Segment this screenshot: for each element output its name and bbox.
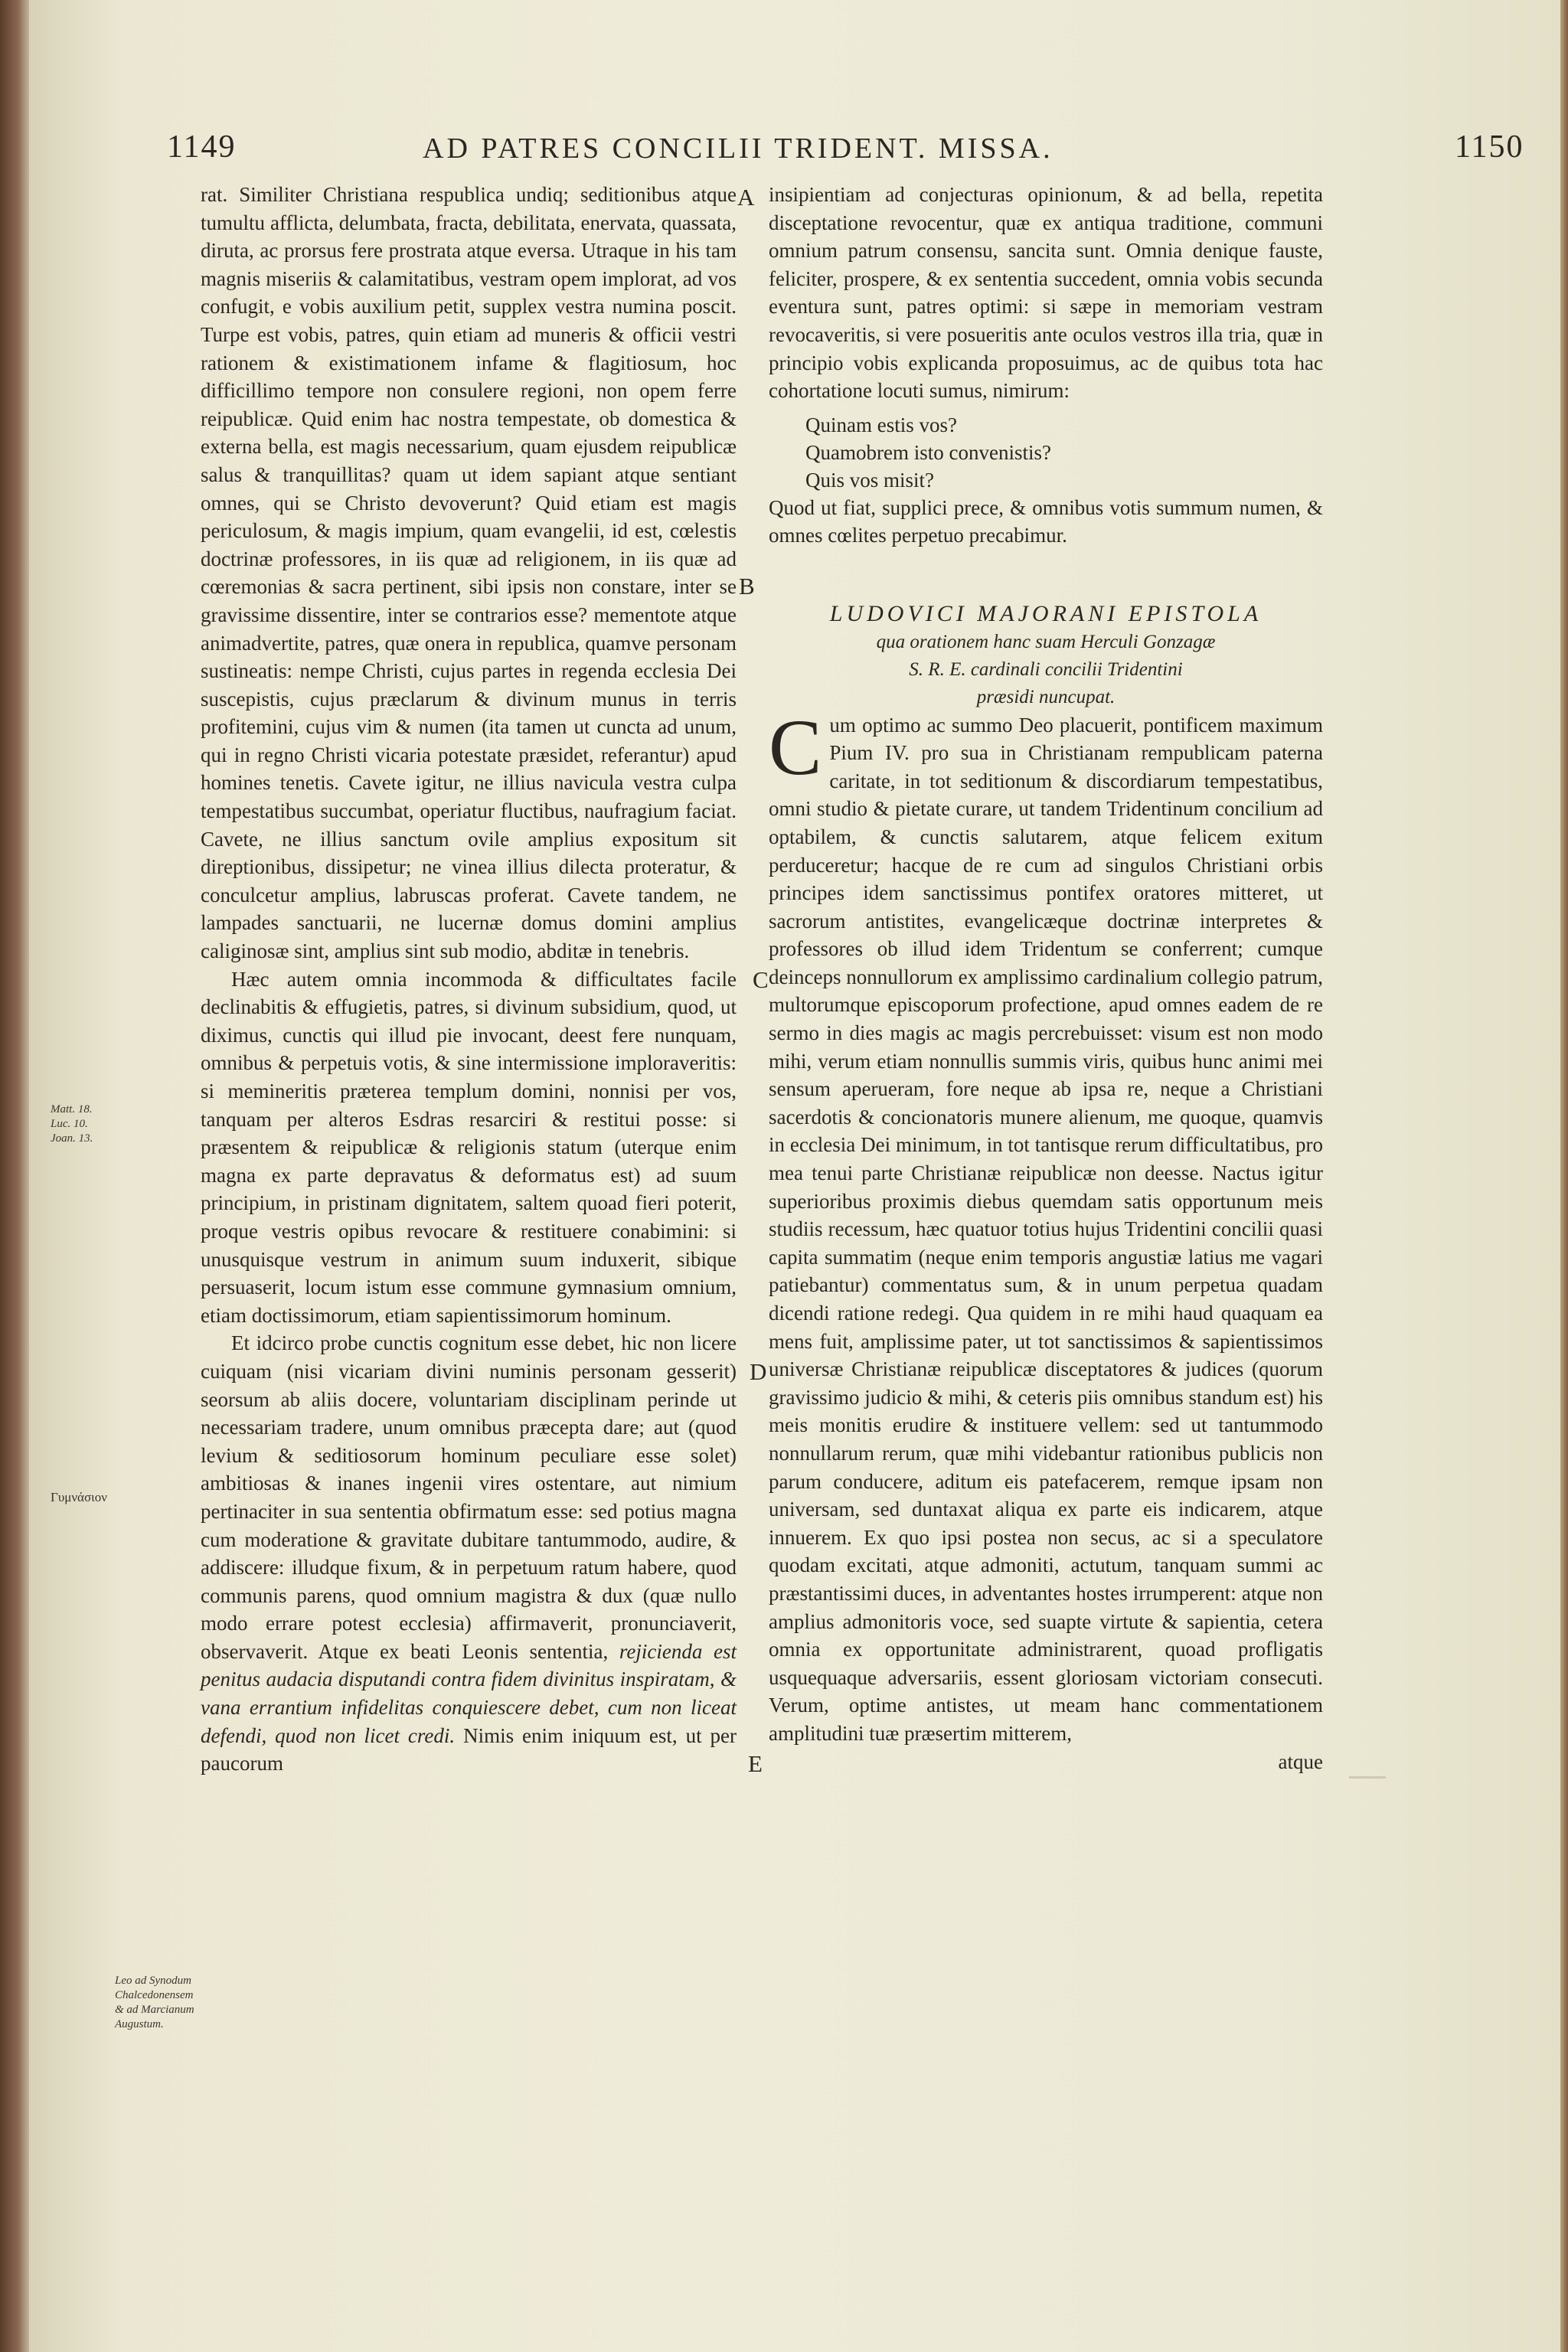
page-number-left: 1149	[167, 129, 237, 165]
page-fore-edge	[1560, 0, 1568, 2352]
closing-prayer: Quod ut fiat, supplici prece, & omnibus votis summum numen, & omnes cœlites perpetuo precabimur.	[769, 495, 1323, 547]
left-paragraph-2: Hæc autem omnia incommoda & difficultates facile declinabitis & effugietis, patres, si divinum subsidium, quod, ut diximus, cunctis qui illud pie invocant, deest fere nunquam, omnibus & perpetuis votis, & sine intermissione imploraveritis: si memineritis præterea templum domini, nonnisi per vos, tanquam per alteros Esdras resarciri & restitui posse: si præsentem & reipublicæ & religionis statum (uterque enim magna ex parte depravatus & deformatus est) ad suum principium, in pristinam dignitatem, saltem quoad fieri poterit, proque vestris opibus revocare & restituere conabimini: si unusquisque vestrum in animum suum induxerit, sibique persuaserit, locum istum esse commune gymnasium omnium, etiam doctissimorum, etiam sapientissimorum hominum.	[201, 967, 737, 1327]
question-item: Quamobrem isto convenistis?	[805, 440, 1051, 464]
left-paragraph-1: rat. Similiter Christiana respublica undiq; seditionibus atque tumultu afflicta, delumbata, fracta, debilitata, enervata, quassata, diruta, ac prorsus fere prostrata atque eversa. Utraque in his tam magnis miseriis & calamitatibus, vestram opem implorat, ad vos confugit, e vobis auxilium petit, supplex vestra numina poscit. Turpe est vobis, patres, quin etiam ad muneris & officii vestri rationem & existimationem infame & flagitiosum, hoc difficillimo tempore non consulere regioni, non opem ferre reipublicæ. Quid enim hac nostra tempestate, ob domestica & externa bella, est magis necessarium, quam ejusdem reipublicæ salus & tranquillitas? quam ut idem sapiant atque sentiant omnes, qui se Christo devoverunt? Quid etiam est magis periculosum, & magis impium, quam evangelii, id est, cœlestis doctrinæ professores, in iis quæ ad religionem, in iis quæ ad cœremonias & sacra pertinent, sibi ipsis non constare, inter se gravissime dissentire, inter se contrarios esse? mementote atque animadvertite, patres, quæ onera in republica, quamve personam sustineatis: nempe Christi, cujus partes in regenda ecclesia Dei suscepistis, cujus præclarum & divinum munus in terris profitemini, cujus vim & numen (ita tamen ut cuncta ad unum, qui in regno Christi vicaria potestate præsidet, referantur) apud homines tenetis. Cavete igitur, ne illius navicula vestra culpa tempestatibus succumbat, operiatur fluctibus, naufragium faciat. Cavete, ne illius sanctum ovile amplius expositum sit direptionibus, dissipetur; ne vinea illius dilecta proteratur, & conculcetur amplius, labruscas proferat. Cavete tandem, ne lampades sanctuarii, ne lucernæ domus domini amplius caliginosæ sint, amplius sint sub modio, abditæ in tenebris.	[201, 183, 737, 963]
paper-mark	[1349, 1776, 1386, 1779]
epistle-subtitle-line: præsidi nuncupat.	[976, 686, 1116, 707]
section-letter-b: B	[739, 573, 755, 599]
margin-note-leo: Leo ad Synodum Chalcedonensem & ad Marcianum Augustum.	[115, 1975, 194, 2030]
catchword: atque	[1278, 1749, 1323, 1773]
epistle-body	[769, 703, 1323, 1748]
running-title: AD PATRES CONCILII TRIDENT. MISSA.	[423, 132, 1054, 165]
epistle-title: LUDOVICI MAJORANI EPISTOLA	[829, 600, 1263, 626]
section-letter-d: D	[750, 1358, 767, 1385]
left-paragraph-3-ending: Nimis enim iniquum est, ut per paucorum	[201, 1723, 737, 1775]
left-paragraph-3-text: Et idcirco probe cunctis cognitum esse debet, hic non licere cuiquam (nisi vicariam divini numinis personam gesserit) seorsum ab aliis docere, voluntariam disciplinam perinde ut necessariam tradere, unum omnibus præcepta dare; aut (quod levium & seditiosorum hominum peculiare esse solet) ambitiosas & inanes ingenii vires ostentare, aut nimium pertinaciter in sua sententia obfirmatum esse: sed potius magna cum moderatione & gravitate dubitare tantummodo, audire, & addiscere: illudque fixum, & in perpetuum ratum habere, quod communis parens, quod omnium magistra & dux (quæ nullo modo errare potest ecclesia) affirmaverit, pronunciaverit, observaverit. Atque ex beati Leonis sententia,	[201, 1331, 737, 1663]
left-column	[201, 181, 737, 1778]
epistle-heading	[769, 600, 1323, 711]
question-item: Quis vos misit?	[805, 468, 935, 492]
epistle-body-text: um optimo ac summo Deo placuerit, pontificem maximum Pium IV. pro sua in Christianam rempublicam paterna caritate, in tot seditionum & discordiarum tempestatibus, omni studio & pietate curare, ut tandem Tridentinum concilium ad optabilem, & cunctis salutarem, atque felicem exitum perduceretur; hacque de re cum ad singulos Christiani orbis principes idem sanctissimus pontifex oratores mitteret, ut sacrorum antistites, evangelicæque doctrinæ interpretes & professores ob illud idem Tridentum se conferrent; cumque deinceps nonnullorum ex amplissimo cardinalium collegio patrum, multorumque episcoporum profectione, apud omnes eadem de re sermo in dies magis ac magis percrebuisset: visum est non modo mihi, verum etiam nonnullis summis viris, quibus hunc animi mei sensum aperueram, fore neque ab ipsa re, neque a Christiani sacerdotis & concionatoris munere alienum, me quoque, quamvis in ecclesia Dei minimum, in tot tantisque rerum difficultatibus, pro mea tenui parte Christianæ reipublicæ non deesse. Nactus igitur superioribus proximis diebus quemdam satis opportunum meis studiis recessum, hæc quatuor totius hujus Tridentini concilii quasi capita summatim (neque enim temporis angustiæ latius me vagari patiebantur) commentatus sum, & in unum perpetua quadam dicendi ratione redegi. Qua quidem in re mihi haud quaquam ea mens fuit, amplissime pater, ut tot sanctissimos & sapientissimos universæ Christianæ reipublicæ disceptatores & judices (quorum gravissimo judicio & mihi, & ceteris piis omnibus standum est) his meis monitis erudire & instituere vellem: sed ut tantummodo nonnullarum rerum, quæ mihi videbantur rationibus publicis non parum conducere, aditum eis patefacerem, remque ipsam non universam, sed duntaxat aliqua ex parte eis indicarem, atque innuerem. Ex quo ipsi postea non secus, ac si a speculatore quodam excitati, atque admoniti, actutum, tanquam summi ac præstantissimi duces, in adventantes hostes irrumperent: atque non amplius admonitoris voce, sed suapte virtute & sapientia, cetera omnia ex opportunitate administrarent, quoad profligatis usquequaque adversariis, essent gloriosam victoriam consecuti. Verum, optime antistes, ut meam hanc commentationem amplitudini tuæ præsertim mitterem,	[769, 713, 1323, 1745]
margin-note-greek: Γυμνάσιον	[51, 1490, 107, 1504]
left-paragraph-3	[201, 1329, 737, 1778]
page-number-right: 1150	[1455, 129, 1524, 165]
right-column	[769, 181, 1323, 1775]
right-opening-paragraph: insipientiam ad conjecturas opinionum, & ad bella, repetita disceptatione revocentur, quæ ex antiqua traditione, communi omnium patrum consensu, sancita sunt. Omnia denique fauste, feliciter, prospere, & ex sententia succedent, omnia vobis secunda eventura sunt, patres optimi: si sæpe in memoriam vestram revocaveritis, si vere posueritis ante oculos vestros illa tria, quæ in principio vobis explicanda proposuimus, ac de quibus tota hac cohortatione locuti sumus, nimirum:	[769, 183, 1323, 403]
question-list	[805, 411, 1323, 494]
section-letter-a: A	[737, 184, 755, 211]
question-item: Quinam estis vos?	[805, 413, 957, 436]
drop-cap: C	[769, 703, 822, 792]
epistle-subtitle-line: S. R. E. cardinali concilii Tridentini	[909, 658, 1183, 680]
book-binding-edge	[0, 0, 31, 2352]
section-letter-e: E	[748, 1750, 763, 1777]
margin-note-scripture: Matt. 18. Luc. 10. Joan. 13.	[51, 1103, 93, 1145]
section-letter-c: C	[753, 966, 769, 993]
epistle-subtitle-line: qua orationem hanc suam Herculi Gonzagæ	[876, 631, 1216, 652]
leo-quotation: rejicienda est penitus audacia disputandi contra fidem divinitus inspiratam, & vana errantium infidelitas conquiescere debet, cum non liceat defendi, quod non licet credi.	[201, 1639, 737, 1747]
page-header	[0, 129, 1568, 175]
